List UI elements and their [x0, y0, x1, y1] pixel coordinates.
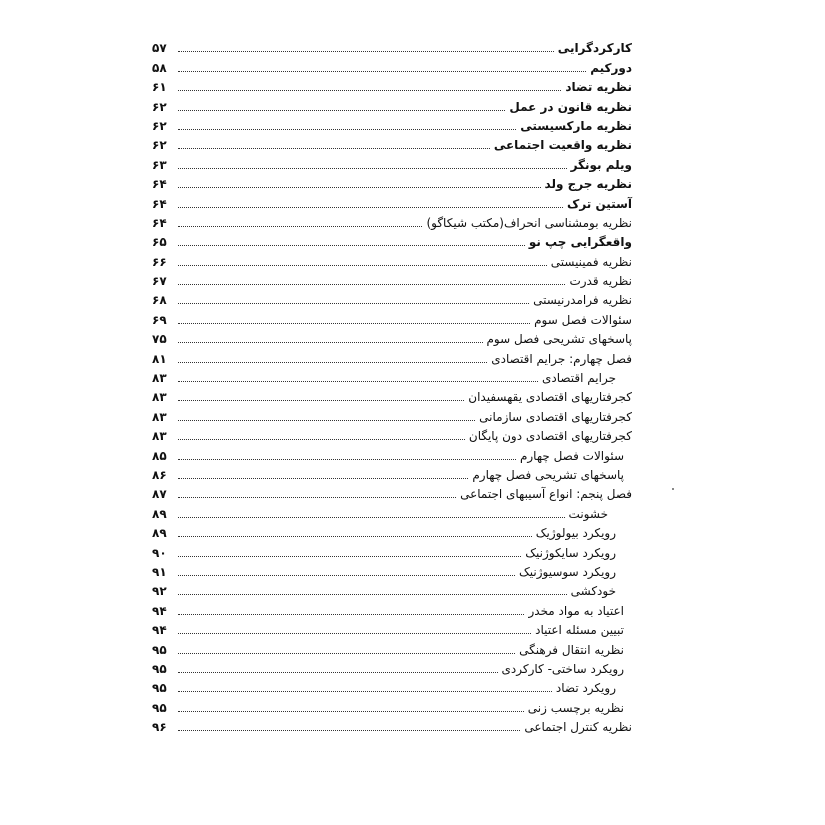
- toc-entry-title: کارکردگرایی: [557, 41, 632, 56]
- toc-entry: [152, 716, 632, 735]
- toc-entry-title: رویکرد ساختی- کارکردی: [501, 661, 624, 676]
- toc-entry: [152, 308, 632, 327]
- toc-entry: [152, 328, 632, 347]
- dot-leader: [178, 284, 565, 285]
- toc-entry: [152, 56, 632, 75]
- toc-entry-page: ۹۵: [152, 681, 167, 696]
- dot-leader: [178, 226, 422, 227]
- dot-leader: [178, 614, 524, 615]
- toc-entry-page: ۹۵: [152, 700, 167, 715]
- toc-entry-page: ۶۷: [152, 274, 167, 289]
- dot-leader: [178, 691, 552, 692]
- dot-leader: [178, 90, 561, 91]
- toc-entry-page: ۹۴: [152, 603, 167, 618]
- toc-entry: [152, 134, 632, 153]
- toc-entry-title: کجرفتاریهای اقتصادی یقهسفیدان: [468, 390, 632, 405]
- toc-entry-page: ۵۷: [152, 41, 167, 56]
- toc-entry-title: نظریه فرامدرنیستی: [533, 293, 632, 308]
- toc-entry-title: سئوالات فصل سوم: [534, 312, 632, 327]
- dot-leader: [178, 71, 586, 72]
- toc-entry-title: نظریه کنترل اجتماعی: [524, 720, 632, 735]
- toc-entry: [152, 658, 632, 677]
- toc-entry: [152, 386, 632, 405]
- dot-leader: [178, 478, 468, 479]
- toc-entry-page: ۸۹: [152, 506, 167, 521]
- toc-entry: [152, 502, 632, 521]
- dot-leader: [178, 497, 456, 498]
- dot-leader: [178, 420, 475, 421]
- toc-entry: [152, 270, 632, 289]
- toc-chapter-title: فصل پنجم: انواع آسیبهای اجتماعی: [460, 487, 632, 502]
- toc-entry-title: کجرفتاریهای اقتصادی دون پایگان: [468, 429, 632, 444]
- toc-entry: [152, 367, 632, 386]
- toc-entry-title: نظریه تضاد: [565, 80, 632, 95]
- toc-entry-page: ۹۶: [152, 720, 167, 735]
- toc-entry: [152, 231, 632, 250]
- toc-entry-title: نظریه برچسب زنی: [527, 700, 624, 715]
- dot-leader: [178, 110, 505, 111]
- dot-leader: [178, 207, 563, 208]
- toc-entry: [152, 95, 632, 114]
- toc-entry-page: ۸۵: [152, 448, 167, 463]
- toc-entry-page: ۵۸: [152, 60, 167, 75]
- toc-entry: [152, 619, 632, 638]
- toc-entry: [152, 425, 632, 444]
- dot-leader: [178, 575, 515, 576]
- toc-entry-page: ۸۷: [152, 487, 167, 502]
- toc-entry-page: ۸۳: [152, 371, 167, 386]
- toc-entry-page: ۹۵: [152, 661, 167, 676]
- dot-leader: [178, 439, 465, 440]
- toc-entry-title: خشونت: [568, 506, 608, 521]
- dot-leader: [178, 711, 524, 712]
- toc-entry-title: نظریه بومشناسی انحراف(مکتب شیکاگو): [426, 215, 632, 230]
- toc-entry: [152, 405, 632, 424]
- toc-entry-page: ۹۵: [152, 642, 167, 657]
- toc-entry-title: سئوالات فصل چهارم: [519, 448, 624, 463]
- toc-entry-title: پاسخهای تشریحی فصل چهارم: [472, 467, 624, 482]
- toc-entry: [152, 76, 632, 95]
- toc-entry-page: ۶۲: [152, 138, 167, 153]
- toc-entry-page: ۹۰: [152, 545, 167, 560]
- toc-entry-title: نظریه قدرت: [569, 274, 632, 289]
- dot-leader: [178, 168, 567, 169]
- toc-entry-title: رویکرد سایکوژنیک: [525, 545, 616, 560]
- toc-entry: [152, 153, 632, 172]
- scan-speck: [672, 488, 674, 490]
- toc-entry-page: ۶۲: [152, 99, 167, 114]
- dot-leader: [178, 400, 464, 401]
- toc-entry-page: ۶۱: [152, 80, 167, 95]
- dot-leader: [178, 730, 520, 731]
- toc-entry-title: نظریه انتقال فرهنگی: [519, 642, 624, 657]
- toc-entry-page: ۶۶: [152, 254, 167, 269]
- dot-leader: [178, 187, 541, 188]
- toc-entry: [152, 599, 632, 618]
- toc-entry: [152, 192, 632, 211]
- toc-chapter-title: فصل چهارم: جرایم اقتصادی: [491, 351, 632, 366]
- dot-leader: [178, 653, 515, 654]
- toc-entry-page: ۸۳: [152, 409, 167, 424]
- toc-entry-page: ۶۴: [152, 196, 167, 211]
- toc-entry-title: نظریه جرج ولد: [544, 177, 632, 192]
- toc-entry-page: ۸۶: [152, 467, 167, 482]
- toc-entry: [152, 522, 632, 541]
- dot-leader: [178, 303, 529, 304]
- toc-entry-title: نظریه فمینیستی: [550, 254, 632, 269]
- toc-entry-title: دورکیم: [590, 60, 632, 75]
- toc-entry: [152, 289, 632, 308]
- toc-entry-page: ۷۵: [152, 332, 167, 347]
- toc-entry: [152, 677, 632, 696]
- toc-entry-page: ۶۴: [152, 177, 167, 192]
- toc-entry-title: خودکشی: [570, 584, 616, 599]
- dot-leader: [178, 265, 547, 266]
- toc-entry-page: ۸۱: [152, 351, 167, 366]
- toc-entry-title: رویکرد بیولوژیک: [535, 526, 616, 541]
- dot-leader: [178, 129, 516, 130]
- toc-entry: [152, 115, 632, 134]
- toc-entry-title: رویکرد سوسیوژنیک: [519, 564, 616, 579]
- toc-entry: [152, 173, 632, 192]
- dot-leader: [178, 148, 490, 149]
- dot-leader: [178, 536, 532, 537]
- toc-entry: [152, 580, 632, 599]
- toc-chapter-entry: [152, 483, 632, 502]
- toc-entry-page: ۸۹: [152, 526, 167, 541]
- toc-entry: [152, 212, 632, 231]
- toc-entry: [152, 250, 632, 269]
- toc-entry-title: جرایم اقتصادی: [541, 371, 616, 386]
- toc-entry: [152, 561, 632, 580]
- toc-entry-page: ۶۹: [152, 312, 167, 327]
- toc-entry-title: کجرفتاریهای اقتصادی سازمانی: [479, 409, 632, 424]
- toc-entry-title: پاسخهای تشریحی فصل سوم: [486, 332, 632, 347]
- toc-entry-page: ۶۵: [152, 235, 167, 250]
- toc-chapter-entry: [152, 347, 632, 366]
- toc-entry-title: نظریه مارکسیستی: [520, 118, 632, 133]
- toc-entry-page: ۹۱: [152, 564, 167, 579]
- toc-entry: [152, 444, 632, 463]
- toc-entry: [152, 541, 632, 560]
- toc-entry: [152, 696, 632, 715]
- toc-entry-page: ۶۲: [152, 118, 167, 133]
- toc-entry-title: آستین ترک: [567, 196, 632, 211]
- toc-entry-title: ویلم بونگر: [570, 157, 632, 172]
- dot-leader: [178, 672, 498, 673]
- toc-entry-page: ۸۳: [152, 390, 167, 405]
- toc-entry-title: تبیین مسئله اعتیاد: [535, 623, 624, 638]
- dot-leader: [178, 633, 531, 634]
- dot-leader: [178, 342, 483, 343]
- dot-leader: [178, 51, 554, 52]
- toc-entry-title: اعتیاد به مواد مخدر: [528, 603, 624, 618]
- dot-leader: [178, 381, 538, 382]
- toc-entry: [152, 37, 632, 56]
- dot-leader: [178, 362, 487, 363]
- toc-entry: [152, 464, 632, 483]
- dot-leader: [178, 594, 567, 595]
- toc-entry-page: ۶۸: [152, 293, 167, 308]
- dot-leader: [178, 459, 516, 460]
- toc-entry-page: ۶۴: [152, 215, 167, 230]
- toc-entry: [152, 638, 632, 657]
- dot-leader: [178, 556, 521, 557]
- toc-entry-title: نظریه قانون در عمل: [509, 99, 632, 114]
- toc-entry-title: نظریه واقعیت اجتماعی: [493, 138, 632, 153]
- toc-entry-page: ۶۳: [152, 157, 167, 172]
- toc-entry-title: رویکرد تضاد: [555, 681, 616, 696]
- toc-entry-page: ۸۳: [152, 429, 167, 444]
- table-of-contents: [152, 37, 632, 735]
- toc-entry-page: ۹۴: [152, 623, 167, 638]
- toc-entry-title: واقعگرایی چپ نو: [528, 235, 632, 250]
- dot-leader: [178, 245, 525, 246]
- dot-leader: [178, 323, 530, 324]
- toc-entry-page: ۹۲: [152, 584, 167, 599]
- dot-leader: [178, 517, 565, 518]
